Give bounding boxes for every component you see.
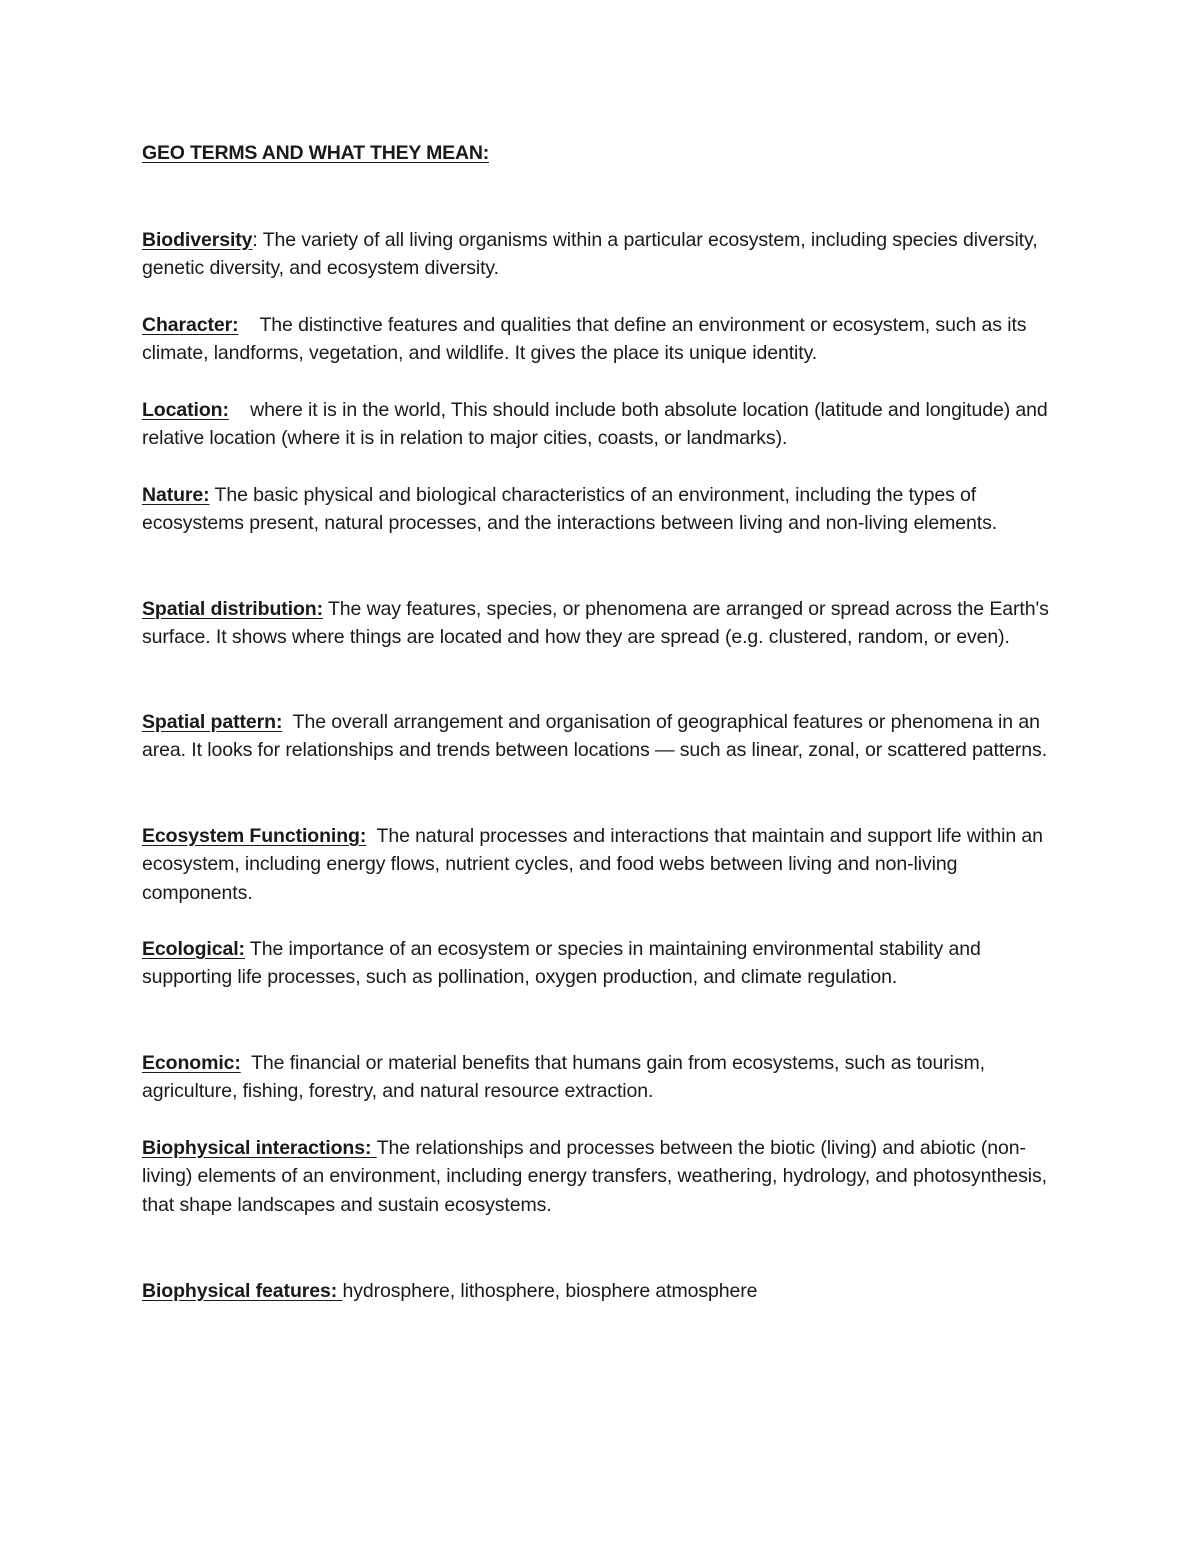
- definition-entry-character: [142, 311, 1072, 368]
- term-definition: The importance of an ecosystem or species in maintaining environmental stability and supporting life processes, such as pollination, oxygen production, and climate regulation.: [142, 938, 981, 989]
- term-definition: The financial or material benefits that humans gain from ecosystems, such as tourism, agriculture, fishing, forestry, and natural resource extraction.: [142, 1052, 985, 1103]
- term-label: Spatial pattern:: [142, 711, 283, 733]
- term-label: Economic:: [142, 1052, 241, 1074]
- definition-entry-nature: [142, 481, 1072, 538]
- term-definition: The overall arrangement and organisation of geographical features or phenomena in an area. It looks for relationships and trends between locations — such as linear, zonal, or scattered patterns.: [142, 711, 1048, 762]
- term-definition: hydrosphere, lithosphere, biosphere atmosphere: [342, 1280, 758, 1302]
- term-label: Ecosystem Functioning:: [142, 825, 367, 847]
- definition-entry-ecological: [142, 935, 1072, 992]
- term-label: Spatial distribution:: [142, 598, 323, 620]
- term-label: Character:: [142, 314, 239, 336]
- definition-entry-biophysical-interactions: [142, 1134, 1072, 1219]
- term-definition: The basic physical and biological characteristics of an environment, including the types of ecosystems present, natural processes, and the interactions between living and non-living elements.: [142, 484, 998, 535]
- definition-entry-spatial-distribution: [142, 595, 1072, 652]
- document-title: GEO TERMS AND WHAT THEY MEAN:: [142, 142, 489, 164]
- term-separator: [282, 711, 292, 733]
- term-separator: [239, 314, 260, 336]
- definition-entry-biodiversity: [142, 226, 1072, 283]
- term-definition: The relationships and processes between the biotic (living) and abiotic (non-living) elements of an environment, including energy transfers, weathering, hydrology, and photosynthesis, that shape landscapes and sustain ecosystems.: [142, 1137, 1047, 1216]
- definition-entry-location: [142, 396, 1072, 453]
- term-definition: The variety of all living organisms within a particular ecosystem, including species diversity, genetic diversity, and ecosystem diversity.: [142, 229, 1038, 280]
- term-label: Biophysical interactions:: [142, 1137, 377, 1159]
- definition-entry-economic: [142, 1049, 1072, 1106]
- definition-entry-biophysical-features: [142, 1277, 1072, 1305]
- term-label: Location:: [142, 399, 229, 421]
- definition-entry-ecosystem-functioning: [142, 822, 1072, 907]
- term-separator: :: [252, 229, 263, 251]
- term-definition: where it is in the world, This should include both absolute location (latitude and longitude) and relative location (where it is in relation to major cities, coasts, or landmarks).: [142, 399, 1048, 450]
- term-label: Ecological:: [142, 938, 245, 960]
- term-label: Nature:: [142, 484, 210, 506]
- term-separator: [229, 399, 250, 421]
- term-separator: [241, 1052, 251, 1074]
- term-definition: The way features, species, or phenomena are arranged or spread across the Earth's surface. It shows where things are located and how they are spread (e.g. clustered, random, or even).: [142, 598, 1049, 649]
- term-separator: [366, 825, 376, 847]
- term-label: Biodiversity: [142, 229, 253, 251]
- term-label: Biophysical features:: [142, 1280, 343, 1302]
- definition-entry-spatial-pattern: [142, 708, 1072, 765]
- term-definition: The distinctive features and qualities that define an environment or ecosystem, such as its climate, landforms, vegetation, and wildlife. It gives the place its unique identity.: [142, 314, 1027, 365]
- term-definition: The natural processes and interactions that maintain and support life within an ecosystem, including energy flows, nutrient cycles, and food webs between living and non-living components.: [142, 825, 1043, 904]
